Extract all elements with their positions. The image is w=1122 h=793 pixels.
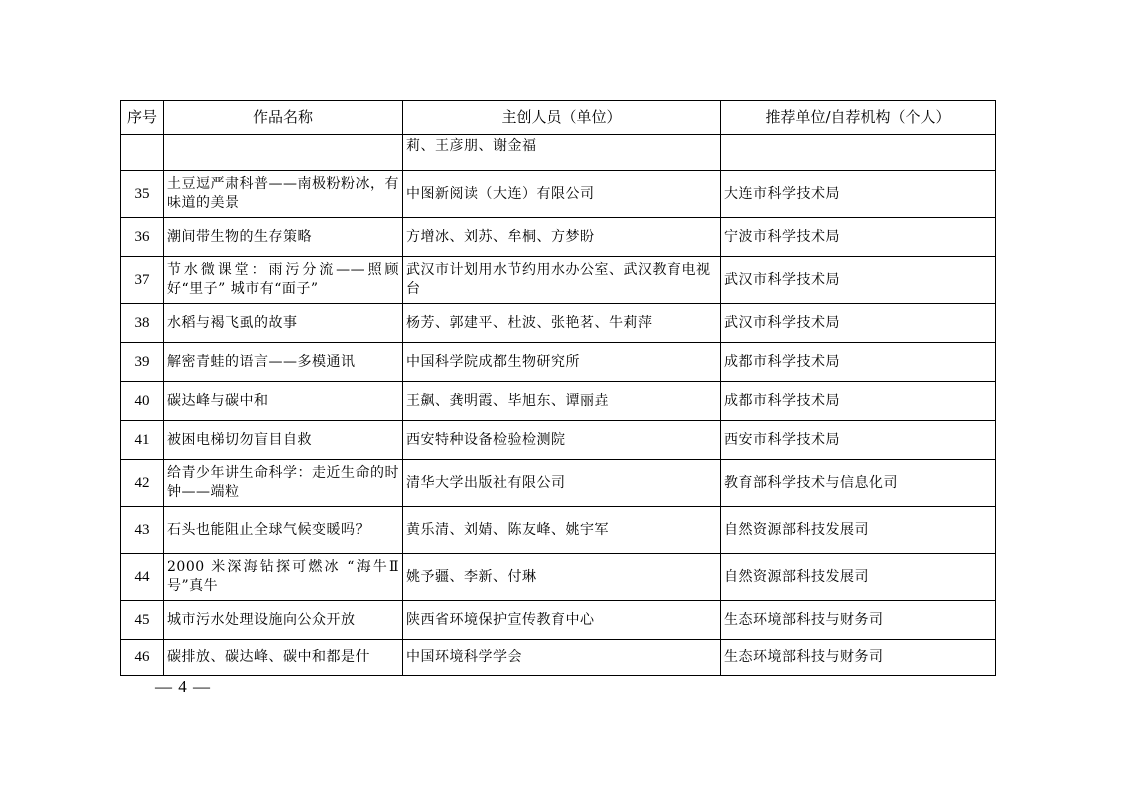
creators: 中国环境科学学会 [403,640,721,676]
table-row [121,171,996,218]
row-number: 37 [121,257,164,304]
recommender: 生态环境部科技与财务司 [721,601,996,640]
table-row [121,554,996,601]
row-number: 44 [121,554,164,601]
creators: 西安特种设备检验检测院 [403,421,721,460]
recommender: 教育部科学技术与信息化司 [721,460,996,507]
table-row [121,257,996,304]
header-recommender: 推荐单位/自荐机构（个人） [721,101,996,135]
recommender: 成都市科学技术局 [721,343,996,382]
table-row [121,460,996,507]
work-title: 水稻与褐飞虱的故事 [164,304,403,343]
table-row [121,601,996,640]
creators: 中图新阅读（大连）有限公司 [403,171,721,218]
table-header-row [121,101,996,135]
table-row [121,343,996,382]
row-number: 45 [121,601,164,640]
creators: 姚予疆、李新、付琳 [403,554,721,601]
creators: 黄乐清、刘婧、陈友峰、姚宇军 [403,507,721,554]
table-row [121,135,996,171]
header-creators: 主创人员（单位） [403,101,721,135]
row-number: 39 [121,343,164,382]
creators: 莉、王彦朋、谢金福 [403,135,721,171]
table-row [121,218,996,257]
row-number: 40 [121,382,164,421]
work-title: 土豆逗严肃科普——南极粉粉冰，有味道的美景 [164,171,403,218]
row-number: 42 [121,460,164,507]
creators: 陕西省环境保护宣传教育中心 [403,601,721,640]
table-row [121,507,996,554]
recommender: 自然资源部科技发展司 [721,507,996,554]
creators: 中国科学院成都生物研究所 [403,343,721,382]
header-serial-number: 序号 [121,101,164,135]
recommender: 大连市科学技术局 [721,171,996,218]
row-number [121,135,164,171]
creators: 王飙、龚明霞、毕旭东、谭丽垚 [403,382,721,421]
header-work-title: 作品名称 [164,101,403,135]
recommender: 生态环境部科技与财务司 [721,640,996,676]
works-table [120,100,996,676]
recommender: 成都市科学技术局 [721,382,996,421]
table-row [121,304,996,343]
work-title [164,135,403,171]
creators: 武汉市计划用水节约用水办公室、武汉教育电视台 [403,257,721,304]
table-row [121,421,996,460]
creators: 杨芳、郭建平、杜波、张艳茗、牛莉萍 [403,304,721,343]
recommender: 武汉市科学技术局 [721,304,996,343]
work-title: 解密青蛙的语言——多模通讯 [164,343,403,382]
row-number: 41 [121,421,164,460]
row-number: 36 [121,218,164,257]
recommender: 西安市科学技术局 [721,421,996,460]
work-title: 潮间带生物的生存策略 [164,218,403,257]
work-title: 碳达峰与碳中和 [164,382,403,421]
recommender: 自然资源部科技发展司 [721,554,996,601]
recommender: 武汉市科学技术局 [721,257,996,304]
work-title: 节水微课堂：雨污分流——照顾好“里子” 城市有“面子” [164,257,403,304]
page-number: — 4 — [155,677,211,696]
creators: 清华大学出版社有限公司 [403,460,721,507]
work-title: 给青少年讲生命科学：走近生命的时钟——端粒 [164,460,403,507]
work-title: 城市污水处理设施向公众开放 [164,601,403,640]
work-title: 石头也能阻止全球气候变暖吗？ [164,507,403,554]
work-title: 碳排放、碳达峰、碳中和都是什 [164,640,403,676]
row-number: 38 [121,304,164,343]
recommender [721,135,996,171]
work-title: 被困电梯切勿盲目自救 [164,421,403,460]
table-row [121,640,996,676]
work-title: 2000 米深海钻探可燃冰 “海牛Ⅱ号”真牛 [164,554,403,601]
row-number: 43 [121,507,164,554]
table-row [121,382,996,421]
row-number: 46 [121,640,164,676]
row-number: 35 [121,171,164,218]
recommender: 宁波市科学技术局 [721,218,996,257]
creators: 方增冰、刘苏、牟桐、方梦盼 [403,218,721,257]
